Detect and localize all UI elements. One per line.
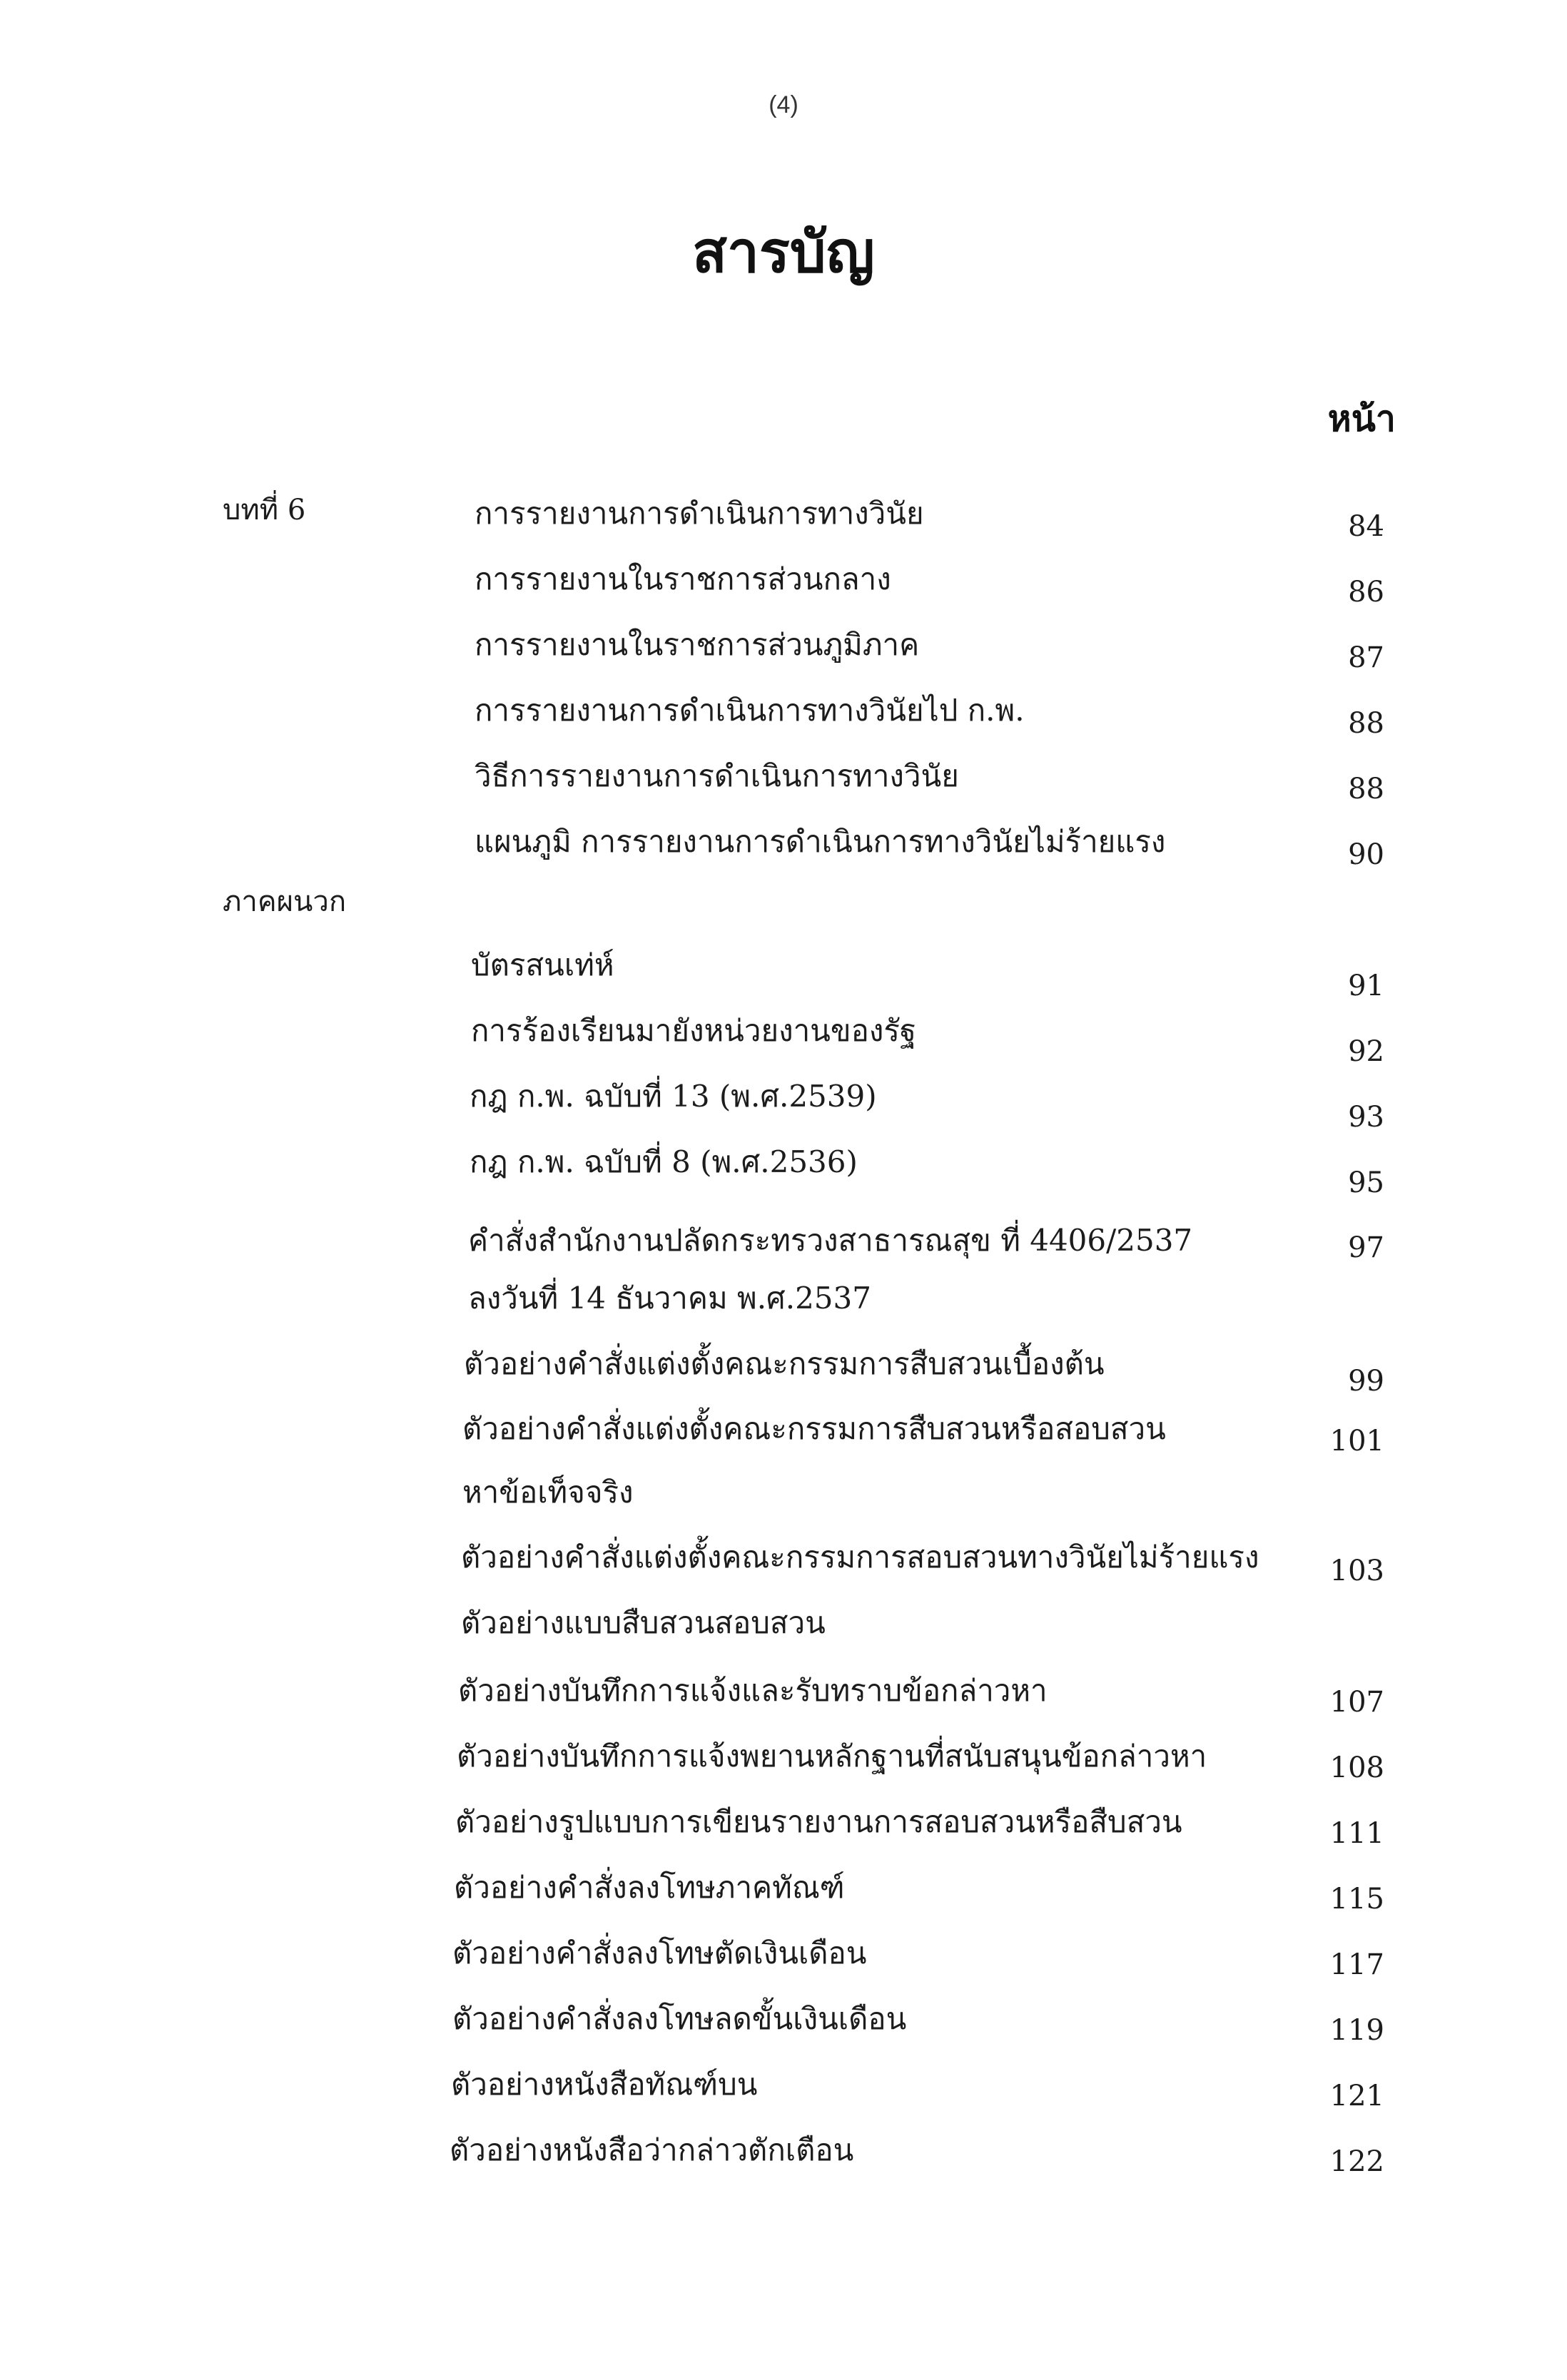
page-number: (4)	[769, 91, 798, 118]
entry-page-number: 93	[1348, 1101, 1384, 1134]
entry-title: วิธีการรายงานการดำเนินการทางวินัย	[475, 758, 959, 793]
entry-continuation: ลงวันที่ 14 ธันวาคม พ.ศ.2537	[468, 1281, 871, 1316]
entry-title: คำสั่งสำนักงานปลัดกระทรวงสาธารณสุข ที่ 4406/2537	[468, 1223, 1193, 1258]
entry-page-number: 97	[1348, 1231, 1384, 1264]
entry-title: ตัวอย่างหนังสือทัณฑ์บน	[451, 2067, 758, 2102]
entry-title: ตัวอย่างคำสั่งแต่งตั้งคณะกรรมการสืบสวนหรือสอบสวน	[462, 1411, 1166, 1446]
entry-page-number: 121	[1329, 2080, 1384, 2112]
entry-title: ตัวอย่างบันทึกการแจ้งพยานหลักฐานที่สนับสนุนข้อกล่าวหา	[457, 1739, 1207, 1774]
entry-title: การรายงานการดำเนินการทางวินัย	[475, 496, 924, 531]
entry-continuation: หาข้อเท็จจริง	[462, 1475, 634, 1510]
entry-title: ตัวอย่างรูปแบบการเขียนรายงานการสอบสวนหรือสืบสวน	[455, 1804, 1182, 1839]
entry-continuation: ตัวอย่างแบบสืบสวนสอบสวน	[461, 1605, 826, 1640]
page-title: สารบัญ	[692, 218, 875, 285]
section-label: ภาคผนวก	[223, 885, 347, 918]
entry-page-number: 111	[1329, 1817, 1384, 1850]
entry-title: บัตรสนเท่ห์	[471, 947, 614, 982]
entry-title: ตัวอย่างคำสั่งลงโทษลดขั้นเงินเดือน	[452, 2001, 907, 2036]
section-label: บทที่ 6	[223, 494, 306, 527]
entry-title: กฎ ก.พ. ฉบับที่ 13 (พ.ศ.2539)	[470, 1079, 877, 1114]
entry-page-number: 84	[1348, 510, 1384, 543]
entry-page-number: 88	[1348, 707, 1384, 740]
entry-page-number: 119	[1329, 2014, 1384, 2047]
entry-page-number: 107	[1329, 1686, 1384, 1719]
entry-title: การรายงานการดำเนินการทางวินัยไป ก.พ.	[475, 693, 1025, 728]
entry-page-number: 117	[1329, 1948, 1384, 1981]
entry-title: ตัวอย่างคำสั่งแต่งตั้งคณะกรรมการสืบสวนเบื้องต้น	[464, 1346, 1105, 1381]
entry-page-number: 122	[1329, 2145, 1384, 2178]
entry-title: ตัวอย่างคำสั่งลงโทษภาคทัณฑ์	[454, 1870, 845, 1905]
entry-page-number: 95	[1348, 1166, 1384, 1199]
entry-page-number: 99	[1348, 1365, 1384, 1398]
entry-page-number: 90	[1348, 838, 1384, 871]
entry-page-number: 92	[1348, 1035, 1384, 1068]
entry-page-number: 86	[1348, 576, 1384, 609]
entry-title: การร้องเรียนมายังหน่วยงานของรัฐ	[471, 1013, 917, 1048]
entry-page-number: 103	[1329, 1555, 1384, 1587]
entry-page-number: 91	[1348, 970, 1384, 1002]
entry-title: แผนภูมิ การรายงานการดำเนินการทางวินัยไม่ร้ายแรง	[475, 824, 1166, 859]
entry-page-number: 88	[1348, 773, 1384, 805]
entry-title: การรายงานในราชการส่วนภูมิภาค	[475, 627, 920, 662]
entry-title: ตัวอย่างหนังสือว่ากล่าวตักเตือน	[450, 2132, 854, 2167]
entry-title: ตัวอย่างคำสั่งแต่งตั้งคณะกรรมการสอบสวนทางวินัยไม่ร้ายแรง	[461, 1540, 1259, 1575]
entry-title: ตัวอย่างบันทึกการแจ้งและรับทราบข้อกล่าวหา	[458, 1673, 1048, 1708]
entry-page-number: 87	[1348, 641, 1384, 674]
page-column-header: หน้า	[1327, 397, 1396, 439]
entry-page-number: 115	[1329, 1883, 1384, 1916]
entry-title: กฎ ก.พ. ฉบับที่ 8 (พ.ศ.2536)	[470, 1144, 858, 1179]
entry-title: การรายงานในราชการส่วนกลาง	[475, 561, 891, 596]
entry-page-number: 108	[1329, 1751, 1384, 1784]
entry-title: ตัวอย่างคำสั่งลงโทษตัดเงินเดือน	[452, 1936, 867, 1970]
entry-page-number: 101	[1329, 1425, 1384, 1458]
